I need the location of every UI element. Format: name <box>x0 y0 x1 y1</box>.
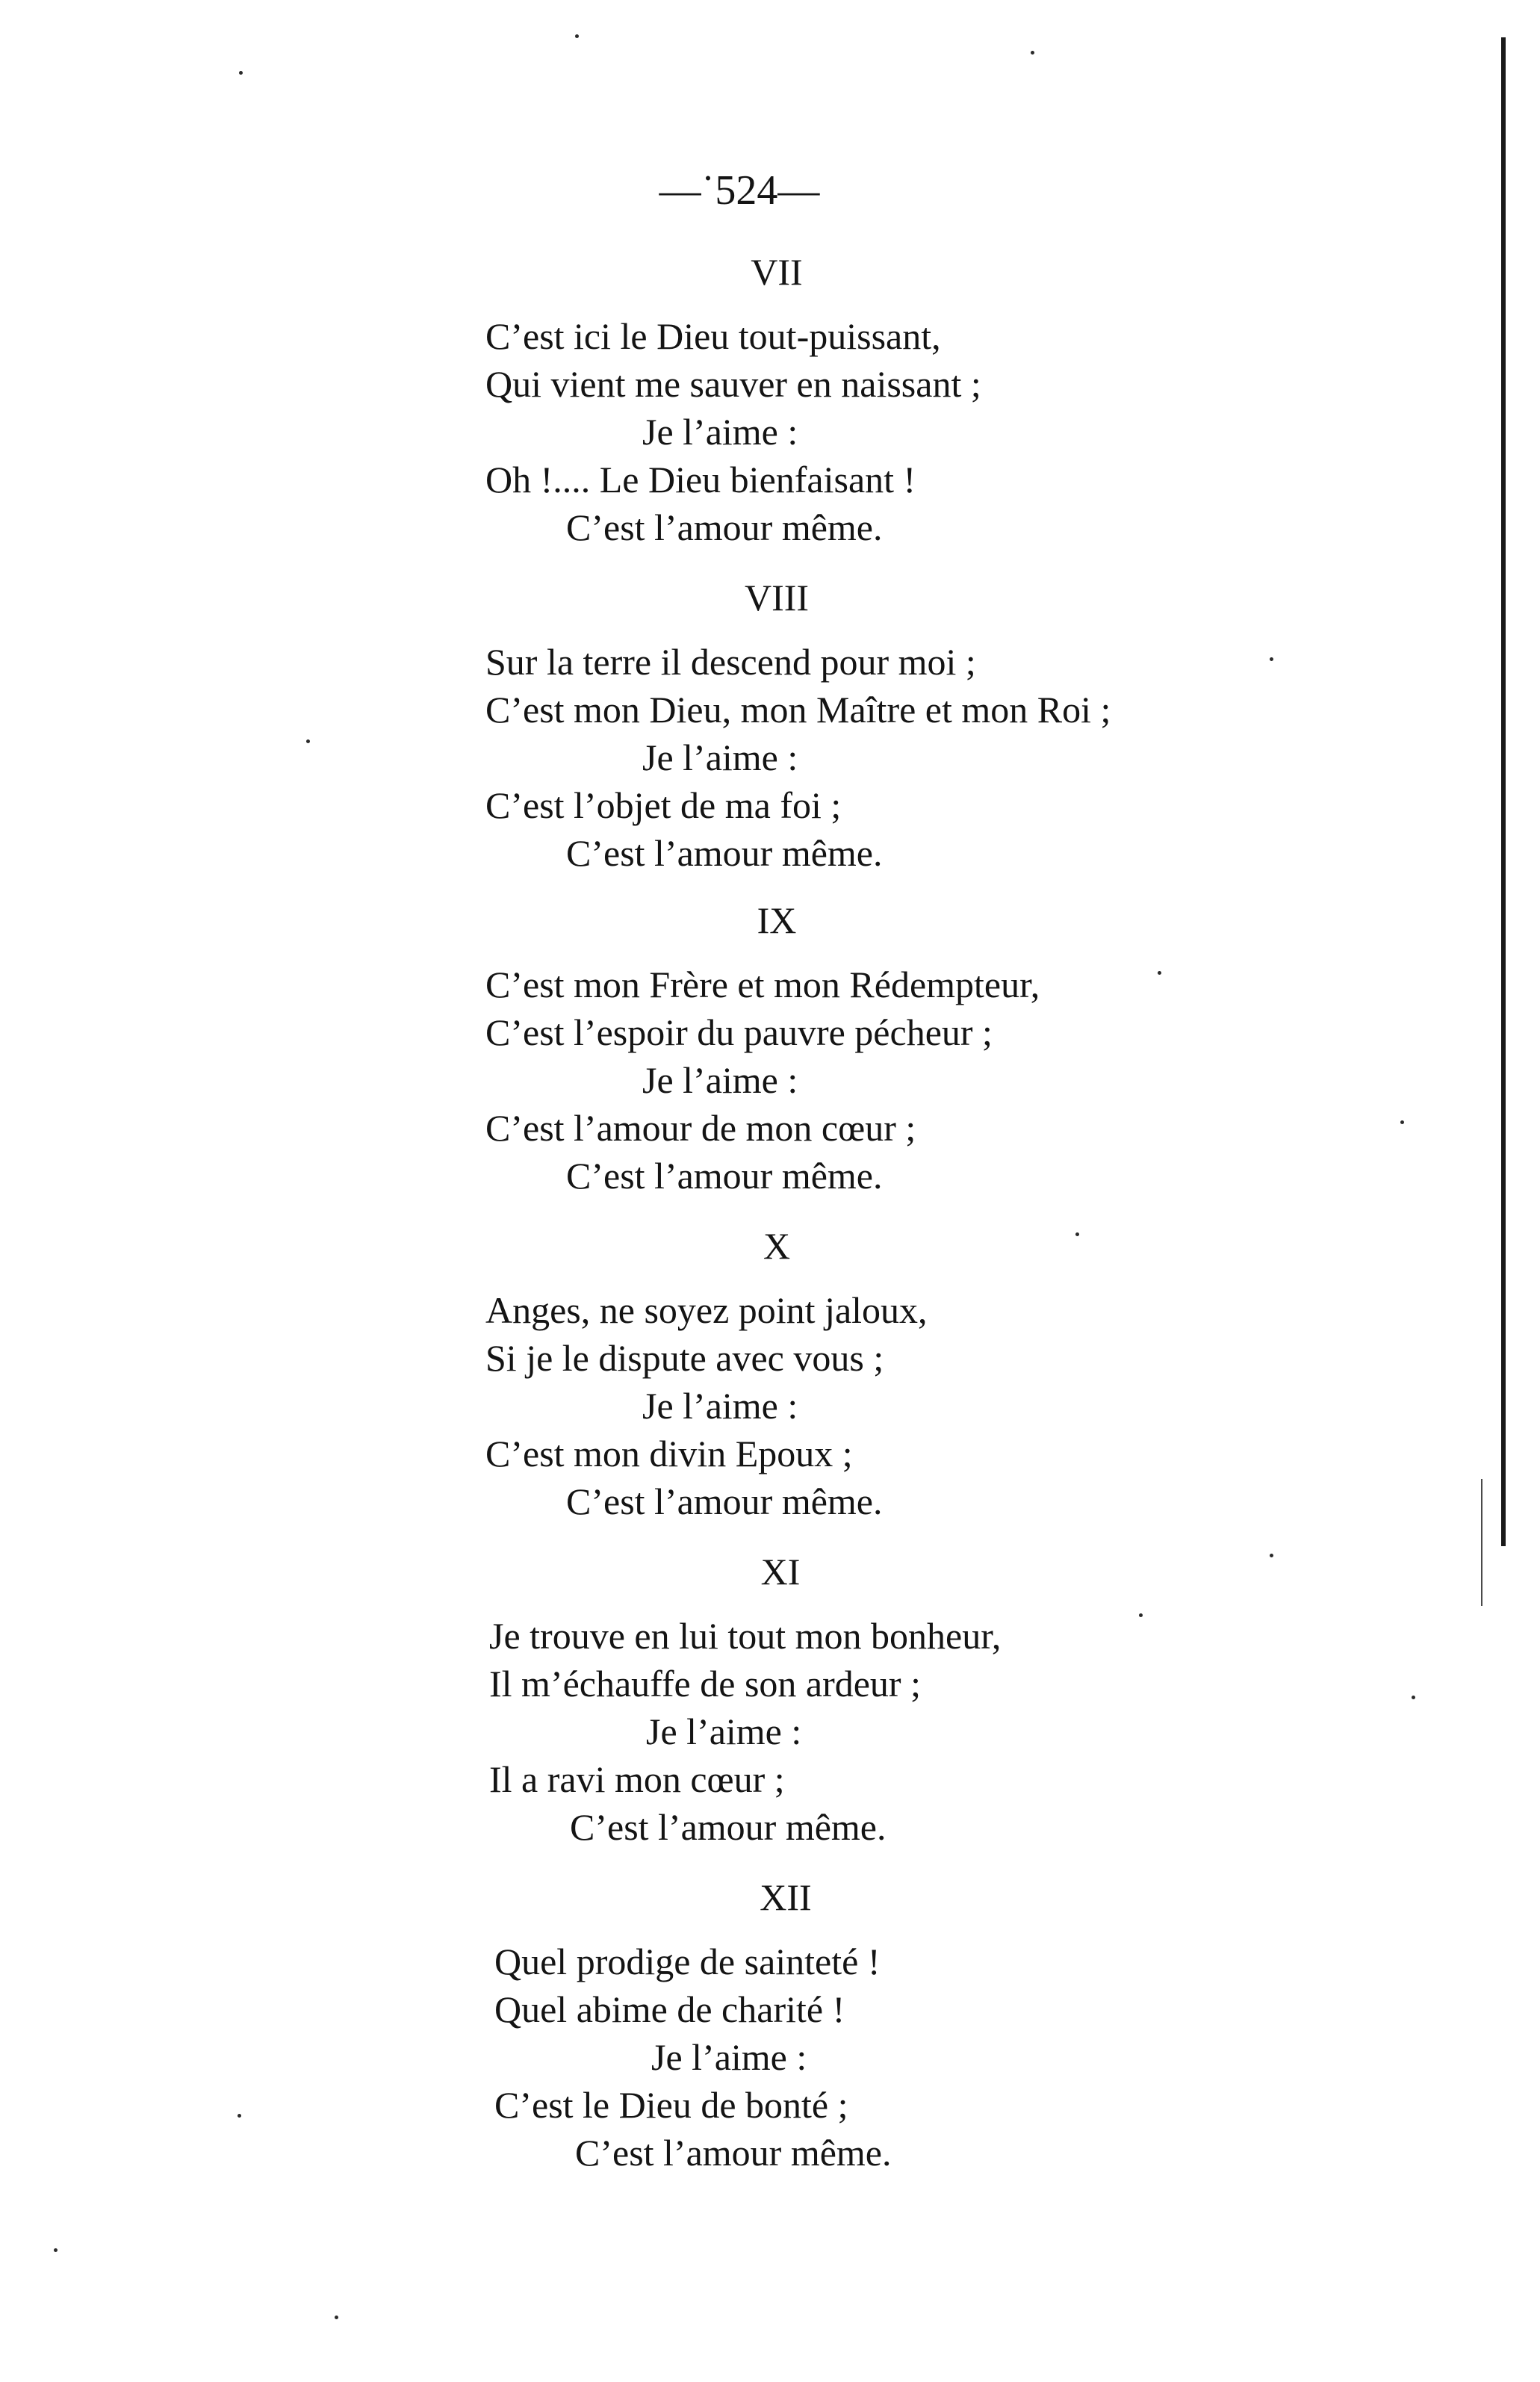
verse-line: C’est mon Dieu, mon Maître et mon Roi ; <box>485 689 1111 731</box>
page-edge-shadow-lower <box>1481 1479 1482 1606</box>
refrain-line: Je l’aime : <box>642 1059 798 1101</box>
refrain-line: Je l’aime : <box>651 2036 807 2078</box>
verse-line: Oh !.... Le Dieu bienfaisant ! <box>485 459 916 500</box>
scan-speck <box>1031 51 1034 55</box>
stanza-numeral: VIII <box>744 577 810 618</box>
verse-line: Je trouve en lui tout mon bonheur, <box>489 1615 1002 1657</box>
closing-line: C’est l’amour même. <box>566 1155 883 1197</box>
closing-line: C’est l’amour même. <box>566 1480 883 1522</box>
stanza-numeral: X <box>763 1225 791 1267</box>
scan-speck <box>239 71 243 75</box>
scan-speck <box>1158 971 1161 975</box>
stanza-numeral: VII <box>751 251 803 293</box>
refrain-line: Je l’aime : <box>642 411 798 453</box>
closing-line: C’est l’amour même. <box>575 2132 892 2174</box>
verse-line: Si je le dispute avec vous ; <box>485 1337 884 1379</box>
closing-line: C’est l’amour même. <box>570 1806 887 1848</box>
scan-speck <box>1139 1613 1143 1617</box>
closing-line: C’est l’amour même. <box>566 832 883 874</box>
verse-line: C’est l’objet de ma foi ; <box>485 784 842 826</box>
scan-speck <box>1400 1120 1404 1124</box>
refrain-line: Je l’aime : <box>646 1710 802 1752</box>
scan-speck <box>306 739 310 743</box>
scan-speck <box>1270 1554 1273 1557</box>
verse-line: C’est mon divin Epoux ; <box>485 1433 853 1474</box>
page-number: —˙524— <box>659 167 820 214</box>
refrain-line: Je l’aime : <box>642 1385 798 1427</box>
closing-line: C’est l’amour même. <box>566 506 883 548</box>
verse-line: Qui vient me sauver en naissant ; <box>485 363 981 405</box>
scan-speck <box>1075 1232 1079 1236</box>
verse-line: Il m’échauffe de son ardeur ; <box>489 1663 921 1705</box>
scan-speck <box>237 2114 241 2118</box>
scan-speck <box>1412 1696 1415 1699</box>
scan-speck <box>1270 657 1273 661</box>
verse-line: C’est l’espoir du pauvre pécheur ; <box>485 1011 993 1053</box>
verse-line: Il a ravi mon cœur ; <box>489 1758 785 1800</box>
verse-line: Sur la terre il descend pour moi ; <box>485 641 976 683</box>
refrain-line: Je l’aime : <box>642 736 798 778</box>
scan-speck <box>54 2248 58 2252</box>
verse-line: Anges, ne soyez point jaloux, <box>485 1289 928 1331</box>
scan-speck <box>575 34 579 38</box>
verse-line: C’est ici le Dieu tout-puissant, <box>485 315 941 357</box>
stanza-numeral: XI <box>760 1551 801 1592</box>
verse-line: C’est le Dieu de bonté ; <box>494 2084 848 2126</box>
stanza-numeral: IX <box>757 899 797 941</box>
page-edge-shadow <box>1501 37 1506 1546</box>
verse-line: Quel prodige de sainteté ! <box>494 1941 881 1982</box>
verse-line: Quel abime de charité ! <box>494 1988 845 2030</box>
verse-line: C’est mon Frère et mon Rédempteur, <box>485 964 1040 1005</box>
verse-line: C’est l’amour de mon cœur ; <box>485 1107 916 1149</box>
stanza-numeral: XII <box>760 1876 812 1918</box>
scan-speck <box>335 2316 338 2319</box>
